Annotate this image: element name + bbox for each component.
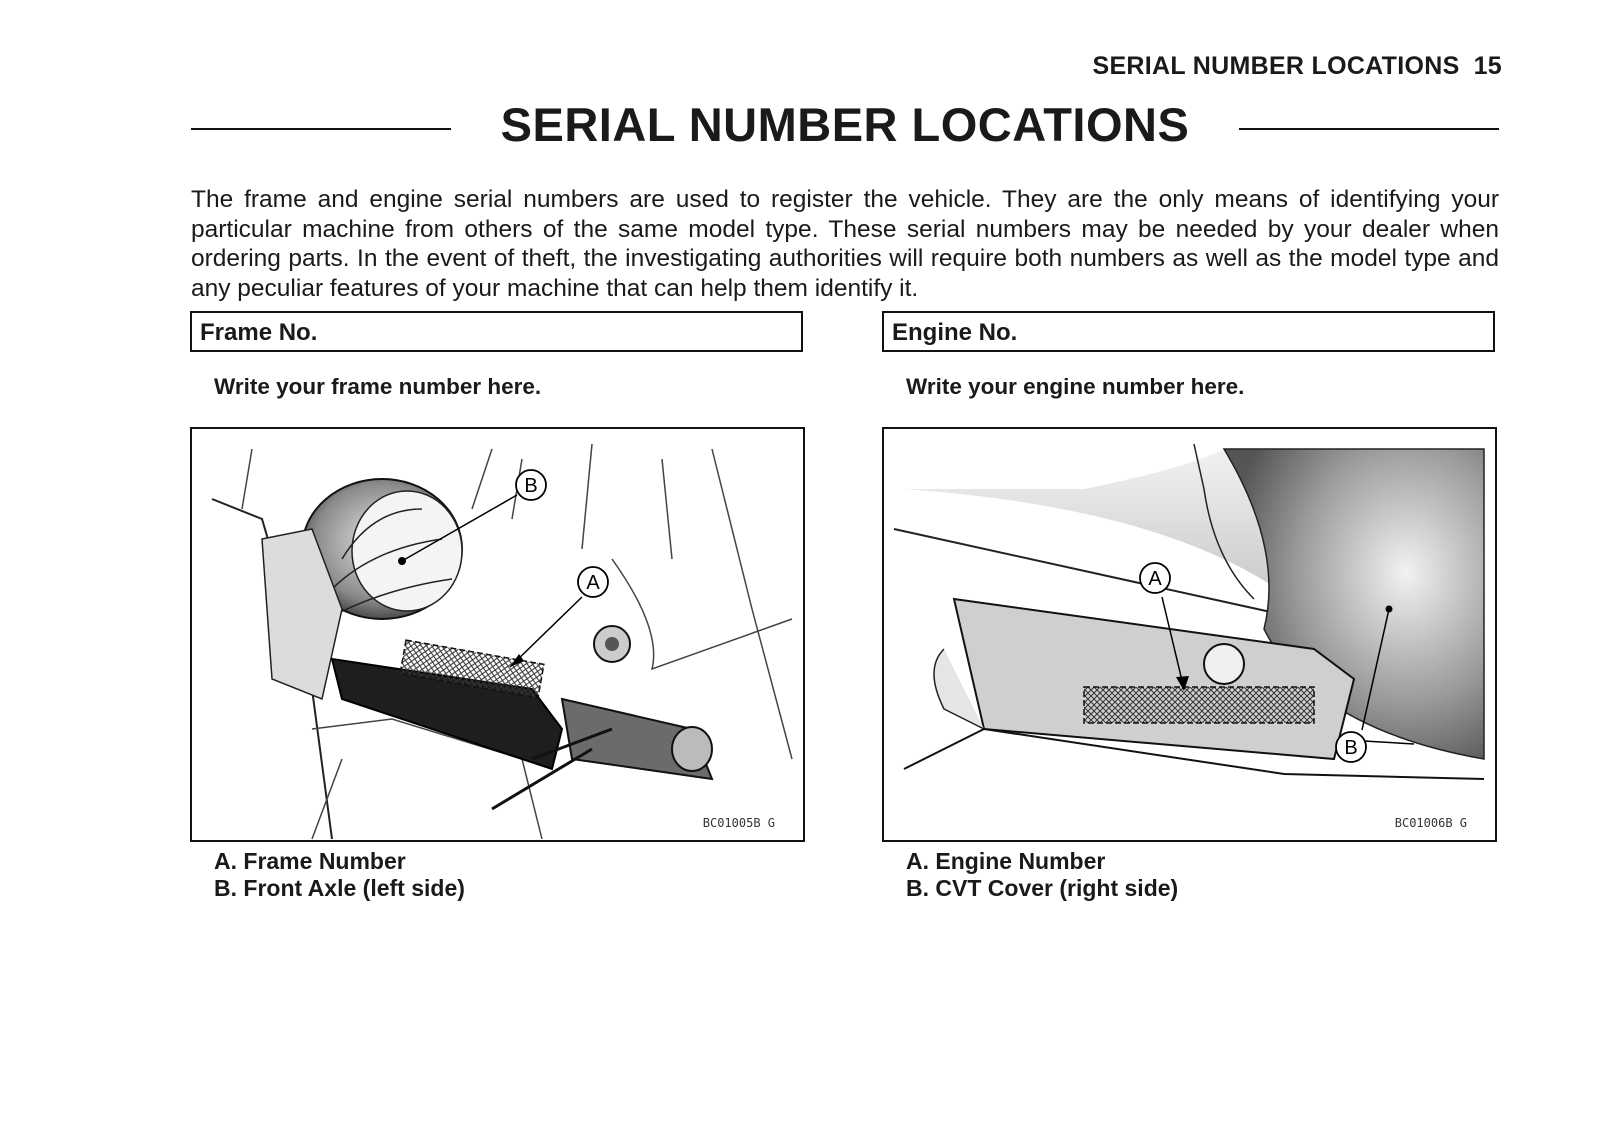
page-number: 15 bbox=[1473, 52, 1502, 80]
title-rule-right bbox=[1239, 128, 1499, 130]
engine-figure-code: BC01006B G bbox=[1394, 816, 1467, 830]
running-header bbox=[1092, 52, 1502, 81]
engine-instruction: Write your engine number here. bbox=[906, 374, 1245, 399]
frame-figure bbox=[190, 427, 805, 842]
frame-number-field[interactable] bbox=[190, 311, 803, 352]
engine-callout-a: A bbox=[1148, 568, 1162, 590]
frame-caption-a: A. Frame Number bbox=[214, 848, 406, 874]
engine-number-label: Engine No. bbox=[892, 319, 1018, 346]
engine-callout-b: B bbox=[1344, 737, 1358, 759]
engine-illustration bbox=[884, 429, 1495, 840]
page-title: SERIAL NUMBER LOCATIONS bbox=[500, 98, 1190, 151]
engine-caption-a: A. Engine Number bbox=[906, 848, 1106, 874]
header-section-title: SERIAL NUMBER LOCATIONS bbox=[1092, 52, 1460, 80]
title-row bbox=[191, 95, 1499, 163]
engine-number-field[interactable] bbox=[882, 311, 1495, 352]
engine-captions bbox=[906, 848, 1178, 902]
frame-callout-b: B bbox=[524, 475, 538, 497]
engine-caption-b: B. CVT Cover (right side) bbox=[906, 875, 1179, 901]
intro-paragraph: The frame and engine serial numbers are used to register the vehicle. They are the only means of identifying your particular machine from others of the same model type. These serial numbers may be needed by your dealer when ordering parts. In the event of theft, the investigating authorities will require both numbers as well as the model type and any peculiar features of your machine that can help them identify it. bbox=[191, 186, 1499, 302]
frame-caption-b: B. Front Axle (left side) bbox=[214, 875, 465, 901]
frame-captions bbox=[214, 848, 465, 902]
frame-number-label: Frame No. bbox=[200, 319, 318, 346]
frame-figure-code: BC01005B G bbox=[702, 816, 775, 830]
frame-callout-a: A bbox=[586, 572, 600, 594]
frame-illustration bbox=[192, 429, 803, 840]
frame-instruction: Write your frame number here. bbox=[214, 374, 542, 399]
engine-figure bbox=[882, 427, 1497, 842]
